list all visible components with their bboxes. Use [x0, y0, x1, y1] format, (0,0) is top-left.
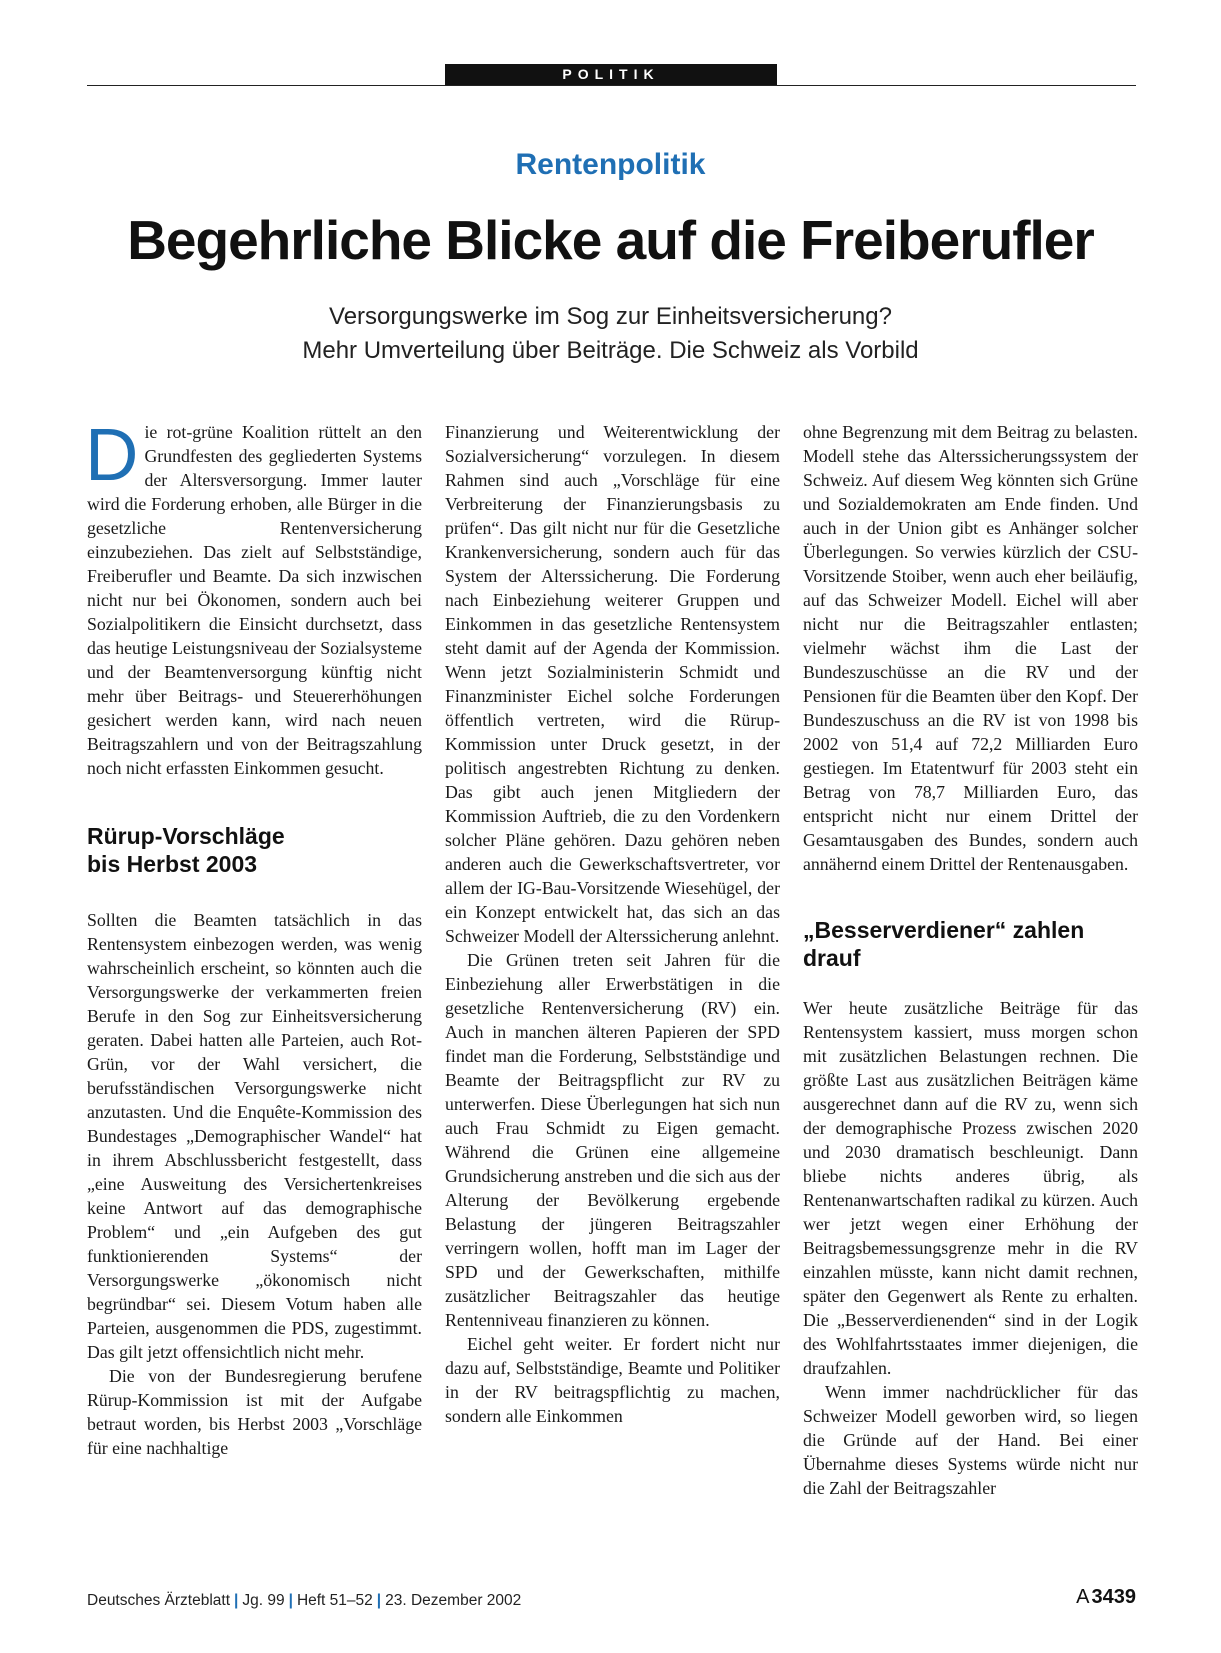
footer [87, 1592, 521, 1610]
paragraph: Die Grünen treten seit Jahren für die Einbeziehung aller Erwerbstätigen in die gesetzliche Rentenversicherung (RV) ein. Auch in manchen älteren Papieren der SPD findet man die Forderung, Selbstständige und Beamte der Beitragspflicht zur RV zu unterwerfen. Diese Überlegungen hat sich nun auch Frau Schmidt zu Eigen gemacht. Während die Grünen eine allgemeine Grundsicherung anstreben und die sich aus der Alterung der Bevölkerung ergebende Belastung der jüngeren Beitragszahler verringern wollen, hofft man im Lager der SPD und der Gewerkschaften, mithilfe zusätzlicher Beitragszahler das heutige Rentenniveau finanzieren zu können. [445, 950, 780, 1330]
paragraph: ohne Begrenzung mit dem Beitrag zu belasten. Modell stehe das Alterssicherungssystem der Schweiz. Auf diesem Weg könnten sich Grüne und Sozialdemokraten am Ende finden. Und auch in der Union gibt es Anhänger solcher Überlegungen. So verwies kürzlich der CSU-Vorsitzende Stoiber, wenn auch eher beiläufig, auf das Schweizer Modell. Eichel will aber nicht nur die Beitragszahler entlasten; vielmehr wächst ihm die Last der Bundeszuschüsse an die RV und der Pensionen für die Beamten über den Kopf. Der Bundeszuschuss an die RV ist von 1998 bis 2002 von 51,4 auf 72,2 Milliarden Euro gestiegen. Im Etatentwurf für 2003 steht ein Betrag von 78,7 Milliarden Euro, das entspricht nicht nur einem Drittel der Gesamtausgaben des Bundes, sondern auch annähernd einem Drittel der Rentenausgaben. [803, 422, 1138, 874]
column-2 [445, 420, 780, 1428]
subhead-line-1: Versorgungswerke im Sog zur Einheitsversicherung? [329, 303, 892, 330]
page-number-value: 3439 [1091, 1586, 1136, 1608]
paragraph: Eichel geht weiter. Er fordert nicht nur dazu auf, Selbstständige, Beamte und Politiker in der RV beitragspflichtig zu machen, sondern alle Einkommen [445, 1334, 780, 1426]
subtitle-line-1: Rürup-Vorschläge [87, 823, 285, 849]
headline: Begehrliche Blicke auf die Freiberufler [127, 209, 1094, 271]
paragraph: Finanzierung und Weiterentwicklung der Sozialversicherung“ vorzulegen. In diesem Rahmen sind auch „Vorschläge für eine Verbreiterung der Finanzierungsbasis zu prüfen“. Das gilt nicht nur für die Gesetzliche Krankenversicherung, sondern auch für das System der Alterssicherung. Die Forderung nach Einbeziehung weiterer Gruppen und Einkommen in das gesetzliche Rentensystem steht damit auf der Agenda der Kommission. Wenn jetzt Sozialministerin Schmidt und Finanzminister Eichel solche Forderungen öffentlich vertreten, wird die Rürup-Kommission unter Druck gesetzt, in der politisch angestrebten Richtung zu denken. Das gibt auch jenen Mitgliedern der Kommission Auftrieb, die zu den Vordenkern solcher Pläne gehören. Dazu gehören neben anderen auch die Gewerkschaftsvertreter, vor allem der IG-Bau-Vorsitzende Wiesehügel, der ein Konzept entwickelt hat, das sich an das Schweizer Modell der Alterssicherung anlehnt. [445, 422, 780, 946]
journal-name: Deutsches Ärzteblatt [87, 1592, 231, 1609]
paragraph: Die von der Bundesregierung berufene Rürup-Kommission ist mit der Aufgabe betraut worden, bis Herbst 2003 „Vorschläge für eine nachhaltige [87, 1366, 422, 1458]
subtitle-line-2: bis Herbst 2003 [87, 851, 258, 877]
section-subtitle: „Besserverdiener“ zahlen drauf [803, 917, 1085, 971]
page-number [1076, 1586, 1136, 1609]
paragraph: Sollten die Beamten tatsächlich in das Rentensystem einbezogen werden, was wenig wahrscheinlich erscheint, so könnten auch die Versorgungswerke der verkammerten freien Berufe in den Sog zur Einheitsversicherung geraten. Dabei hatten alle Parteien, auch Rot-Grün, vor der Wahl versichert, die berufsständischen Versorgungswerke nicht anzutasten. Und die Enquête-Kommission des Bundestages „Demographischer Wandel“ hat in ihrem Abschlussbericht festgestellt, dass „eine Ausweitung des Versichertenkreises keine Antwort auf das demographische Problem“ und „ein Aufgeben des gut funktionierenden Systems“ der Versorgungswerke „ökonomisch nicht begründbar“ sei. Diesem Votum haben alle Parteien, ausgenommen die PDS, zugestimmt. Das gilt jetzt offensichtlich nicht mehr. [87, 910, 422, 1362]
drop-cap: D [85, 413, 139, 496]
separator-icon: | [288, 1592, 293, 1609]
column-1 [85, 413, 422, 1460]
header-rule [87, 85, 1136, 86]
paragraph: Wer heute zusätzliche Beiträge für das Rentensystem kassiert, muss morgen schon mit zusätzlichen Belastungen rechnen. Die größte Last aus zusätzlichen Beiträgen käme ausgerechnet dann auf die RV zu, wenn sich der demographische Prozess zwischen 2020 und 2030 dramatisch beschleunigt. Dann bliebe nichts anderes übrig, als Rentenanwartschaften radikal zu kürzen. Auch wer jetzt wegen einer Erhöhung der Beitragsbemessungsgrenze mehr in die RV einzahlen müsste, kann nicht damit rechnen, später den Gegenwert als Rente zu erhalten. Die „Besserverdienenden“ sind in der Logik des Wohlfahrtsstaates immer diejenigen, die draufzahlen. [803, 998, 1138, 1378]
journal-volume: Jg. 99 [242, 1592, 285, 1609]
paragraph-text: ie rot-grüne Koalition rüttelt an den Grundfesten des gegliederten Systems der Altersversorgung. Immer lauter wird die Forderung erhoben, alle Bürger in die gesetzliche Rentenversicherung einzubeziehen. Das zielt auf Selbstständige, Freiberufler und Beamte. Da sich inzwischen nicht nur bei Ökonomen, sondern auch bei Sozialpolitikern die Einsicht durchsetzt, dass das heutige Leistungsniveau der Sozialsysteme und der Beamtenversorgung künftig nicht mehr über Beitrags- und Steuererhöhungen gesichert werden kann, wird nach neuen Beitragszahlern und von der Beitragszahlung noch nicht erfassten Einkommen gesucht. [87, 422, 422, 778]
publication-date: 23. Dezember 2002 [385, 1592, 522, 1609]
section-tag: POLITIK [445, 64, 777, 85]
subhead-line-2: Mehr Umverteilung über Beiträge. Die Schweiz als Vorbild [302, 337, 919, 364]
section-subtitle [87, 822, 422, 878]
page-prefix: A [1076, 1586, 1090, 1608]
separator-icon: | [234, 1592, 239, 1609]
paragraph-intro [85, 413, 422, 780]
kicker: Rentenpolitik [515, 148, 706, 181]
paragraph: Wenn immer nachdrücklicher für das Schweizer Modell geworben wird, so liegen die Gründe auf der Hand. Bei einer Übernahme dieses Systems würde nicht nur die Zahl der Beitragszahler [803, 1382, 1138, 1498]
journal-issue: Heft 51–52 [296, 1592, 373, 1609]
separator-icon: | [376, 1592, 382, 1609]
column-3 [803, 420, 1138, 1500]
subheadline [0, 300, 1221, 368]
